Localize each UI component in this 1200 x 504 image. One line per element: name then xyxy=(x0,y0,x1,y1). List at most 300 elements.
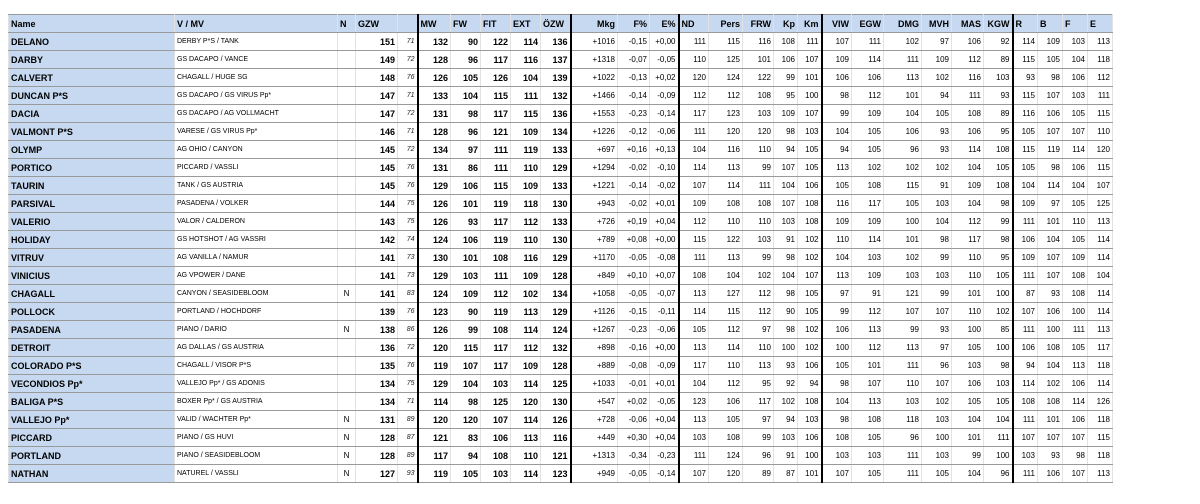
cell-pers: 104 xyxy=(709,267,743,285)
cell-fit: 126 xyxy=(481,69,511,87)
cell-ext: 114 xyxy=(511,465,541,483)
cell-n xyxy=(338,213,356,231)
bull-name-cell: NATHAN xyxy=(9,465,175,483)
cell-fw: 93 xyxy=(451,213,481,231)
cell-gzw: 147 xyxy=(356,87,398,105)
bull-name-cell: PORTLAND xyxy=(9,447,175,465)
cell-b: 108 xyxy=(1038,339,1063,357)
cell-b: 100 xyxy=(1038,321,1063,339)
cell-dmg: 111 xyxy=(884,357,922,375)
cell-e: 114 xyxy=(1088,231,1113,249)
cell-b: 107 xyxy=(1038,429,1063,447)
cell-nd: 117 xyxy=(679,105,709,123)
cell-fw: 106 xyxy=(451,231,481,249)
cell-fw: 120 xyxy=(451,411,481,429)
cell-kgw: 98 xyxy=(984,231,1013,249)
cell-dmg: 100 xyxy=(884,213,922,231)
cell-nd: 108 xyxy=(679,267,709,285)
cell-n: N xyxy=(338,411,356,429)
cell-pers: 105 xyxy=(709,411,743,429)
cell-nd: 120 xyxy=(679,69,709,87)
cell-b: 106 xyxy=(1038,303,1063,321)
cell-mas: 117 xyxy=(952,231,984,249)
cell-mas: 112 xyxy=(952,213,984,231)
cell-v-mv: PIANO / SEASIDEBLOOM xyxy=(175,447,338,465)
cell-ext: 114 xyxy=(511,321,541,339)
cell-km: 100 xyxy=(798,447,822,465)
cell-egw: 105 xyxy=(852,429,884,447)
cell-egw: 105 xyxy=(852,465,884,483)
cell-f-pct: -0,14 xyxy=(618,177,650,195)
cell-kp: 90 xyxy=(774,303,798,321)
cell-kp: 99 xyxy=(774,69,798,87)
cell-gzw: 141 xyxy=(356,249,398,267)
cell-nd: 107 xyxy=(679,465,709,483)
cell-nd: 111 xyxy=(679,447,709,465)
cell-b: 93 xyxy=(1038,447,1063,465)
cell-mvh: 105 xyxy=(922,465,952,483)
cell-mw: 123 xyxy=(418,303,451,321)
cell-kp: 98 xyxy=(774,123,798,141)
cell-kgw: 103 xyxy=(984,375,1013,393)
cell-n: N xyxy=(338,429,356,447)
cell-viw: 105 xyxy=(822,177,852,195)
cell-dmg: 121 xyxy=(884,285,922,303)
bull-name-cell: CHAGALL xyxy=(9,285,175,303)
cell-mas: 110 xyxy=(952,249,984,267)
cell-fit: 117 xyxy=(481,339,511,357)
cell-mw: 129 xyxy=(418,267,451,285)
cell-n: N xyxy=(338,321,356,339)
cell-kgw: 104 xyxy=(984,411,1013,429)
table-row xyxy=(9,393,1113,411)
cell-ozw: 133 xyxy=(541,141,571,159)
cell-gzw: 142 xyxy=(356,231,398,249)
cell-f: 106 xyxy=(1063,411,1088,429)
cell-kp: 94 xyxy=(774,141,798,159)
cell-gzw-sub: 72 xyxy=(398,141,418,159)
col-header-r: R xyxy=(1013,15,1038,33)
cell-dmg: 115 xyxy=(884,177,922,195)
cell-mvh: 103 xyxy=(922,267,952,285)
cell-e: 115 xyxy=(1088,429,1113,447)
cell-f: 100 xyxy=(1063,303,1088,321)
cell-nd: 111 xyxy=(679,249,709,267)
table-row xyxy=(9,249,1113,267)
cell-ozw: 130 xyxy=(541,195,571,213)
cell-ext: 109 xyxy=(511,177,541,195)
cell-mw: 128 xyxy=(418,123,451,141)
cell-nd: 113 xyxy=(679,411,709,429)
cell-kgw: 108 xyxy=(984,141,1013,159)
cell-v-mv: PIANO / GS HUVI xyxy=(175,429,338,447)
cell-fw: 101 xyxy=(451,195,481,213)
cell-v-mv: NATUREL / VASSLI xyxy=(175,465,338,483)
cell-egw: 112 xyxy=(852,303,884,321)
cell-frw: 97 xyxy=(743,411,774,429)
cell-ext: 110 xyxy=(511,447,541,465)
cell-mw: 131 xyxy=(418,105,451,123)
cell-v-mv: AG DALLAS / GS AUSTRIA xyxy=(175,339,338,357)
cell-e-pct: -0,10 xyxy=(650,159,679,177)
cell-mw: 128 xyxy=(418,51,451,69)
cell-pers: 122 xyxy=(709,231,743,249)
cell-n xyxy=(338,141,356,159)
cell-kp: 106 xyxy=(774,51,798,69)
table-row xyxy=(9,429,1113,447)
cell-kp: 102 xyxy=(774,393,798,411)
cell-fw: 90 xyxy=(451,303,481,321)
cell-pers: 108 xyxy=(709,429,743,447)
col-header-b: B xyxy=(1038,15,1063,33)
cell-viw: 116 xyxy=(822,195,852,213)
cell-mkg: +898 xyxy=(571,339,618,357)
cell-km: 101 xyxy=(798,69,822,87)
cell-f: 106 xyxy=(1063,69,1088,87)
bull-name-cell: TAURIN xyxy=(9,177,175,195)
cell-mw: 130 xyxy=(418,249,451,267)
cell-e-pct: +0,02 xyxy=(650,69,679,87)
cell-egw: 108 xyxy=(852,411,884,429)
bull-name-cell: DARBY xyxy=(9,51,175,69)
cell-gzw-sub: 93 xyxy=(398,465,418,483)
cell-mkg: +1226 xyxy=(571,123,618,141)
cell-mas: 104 xyxy=(952,159,984,177)
col-header-ext: EXT xyxy=(511,15,541,33)
cell-e: 126 xyxy=(1088,393,1113,411)
cell-e-pct: -0,09 xyxy=(650,87,679,105)
cell-kgw: 111 xyxy=(984,429,1013,447)
bull-name-cell: OLYMP xyxy=(9,141,175,159)
cell-e-pct: -0,07 xyxy=(650,285,679,303)
cell-v-mv: GS HOTSHOT / AG VASSRI xyxy=(175,231,338,249)
cell-f-pct: -0,08 xyxy=(618,357,650,375)
cell-e: 120 xyxy=(1088,141,1113,159)
table-row xyxy=(9,195,1113,213)
cell-nd: 113 xyxy=(679,339,709,357)
cell-gzw-sub: 73 xyxy=(398,267,418,285)
cell-mkg: +728 xyxy=(571,411,618,429)
cell-v-mv: PICCARD / VASSLI xyxy=(175,159,338,177)
cell-egw: 101 xyxy=(852,357,884,375)
cell-kp: 91 xyxy=(774,447,798,465)
cell-mvh: 104 xyxy=(922,213,952,231)
cell-mas: 104 xyxy=(952,195,984,213)
col-header-mw: MW xyxy=(418,15,451,33)
cell-f: 111 xyxy=(1063,321,1088,339)
table-row xyxy=(9,87,1113,105)
cell-fit: 117 xyxy=(481,51,511,69)
table-row xyxy=(9,285,1113,303)
cell-kgw: 96 xyxy=(984,465,1013,483)
cell-km: 107 xyxy=(798,267,822,285)
cell-viw: 98 xyxy=(822,375,852,393)
cell-gzw: 144 xyxy=(356,195,398,213)
cell-v-mv: TANK / GS AUSTRIA xyxy=(175,177,338,195)
col-header-name: Name xyxy=(9,15,175,33)
cell-gzw-sub: 83 xyxy=(398,285,418,303)
cell-ext: 116 xyxy=(511,249,541,267)
cell-mkg: +1221 xyxy=(571,177,618,195)
cell-fit: 111 xyxy=(481,159,511,177)
cell-e: 118 xyxy=(1088,411,1113,429)
cell-v-mv: GS DACAPO / AG VOLLMACHT xyxy=(175,105,338,123)
cell-kp: 95 xyxy=(774,87,798,105)
cell-kp: 92 xyxy=(774,375,798,393)
cell-frw: 95 xyxy=(743,375,774,393)
cell-gzw-sub: 74 xyxy=(398,231,418,249)
cell-nd: 110 xyxy=(679,51,709,69)
cell-km: 102 xyxy=(798,321,822,339)
cell-f-pct: -0,06 xyxy=(618,411,650,429)
cell-frw: 110 xyxy=(743,339,774,357)
cell-fw: 109 xyxy=(451,285,481,303)
cell-viw: 97 xyxy=(822,285,852,303)
cell-frw: 112 xyxy=(743,303,774,321)
cell-fw: 99 xyxy=(451,321,481,339)
cell-e-pct: -0,05 xyxy=(650,393,679,411)
cell-gzw: 145 xyxy=(356,141,398,159)
cell-fit: 103 xyxy=(481,465,511,483)
cell-e-pct: -0,23 xyxy=(650,447,679,465)
cell-mkg: +1267 xyxy=(571,321,618,339)
col-header-kgw: KGW xyxy=(984,15,1013,33)
col-header-v-mv: V / MV xyxy=(175,15,338,33)
cell-fit: 119 xyxy=(481,231,511,249)
cell-mas: 114 xyxy=(952,141,984,159)
cell-mvh: 107 xyxy=(922,375,952,393)
cell-b: 107 xyxy=(1038,249,1063,267)
cell-r: 115 xyxy=(1013,51,1038,69)
cell-fit: 121 xyxy=(481,123,511,141)
table-row xyxy=(9,357,1113,375)
cell-gzw-sub: 72 xyxy=(398,339,418,357)
cell-r: 115 xyxy=(1013,87,1038,105)
bull-name-cell: COLORADO P*S xyxy=(9,357,175,375)
cell-fit: 117 xyxy=(481,213,511,231)
cell-frw: 117 xyxy=(743,393,774,411)
cell-dmg: 111 xyxy=(884,51,922,69)
cell-f: 107 xyxy=(1063,429,1088,447)
cell-pers: 114 xyxy=(709,339,743,357)
cell-viw: 106 xyxy=(822,69,852,87)
cell-km: 101 xyxy=(798,465,822,483)
cell-kp: 98 xyxy=(774,285,798,303)
col-header-mvh: MVH xyxy=(922,15,952,33)
cell-e: 118 xyxy=(1088,447,1113,465)
cell-f: 105 xyxy=(1063,231,1088,249)
cell-viw: 103 xyxy=(822,447,852,465)
cell-e-pct: -0,14 xyxy=(650,465,679,483)
cell-v-mv: CHAGALL / HUGE SG xyxy=(175,69,338,87)
cell-egw: 109 xyxy=(852,267,884,285)
cell-mvh: 107 xyxy=(922,303,952,321)
cell-km: 106 xyxy=(798,429,822,447)
cell-e: 114 xyxy=(1088,249,1113,267)
cell-pers: 110 xyxy=(709,213,743,231)
cell-ozw: 133 xyxy=(541,213,571,231)
cell-gzw: 149 xyxy=(356,51,398,69)
cell-egw: 114 xyxy=(852,231,884,249)
cell-ext: 102 xyxy=(511,285,541,303)
cell-b: 104 xyxy=(1038,231,1063,249)
cell-fw: 98 xyxy=(451,393,481,411)
cell-dmg: 118 xyxy=(884,411,922,429)
cell-pers: 123 xyxy=(709,105,743,123)
table-row xyxy=(9,339,1113,357)
cell-ext: 104 xyxy=(511,69,541,87)
cell-e-pct: +0,13 xyxy=(650,141,679,159)
cell-r: 93 xyxy=(1013,69,1038,87)
cell-b: 107 xyxy=(1038,87,1063,105)
cell-pers: 106 xyxy=(709,393,743,411)
cell-f-pct: -0,05 xyxy=(618,285,650,303)
bull-name-cell: BALIGA P*S xyxy=(9,393,175,411)
cell-pers: 112 xyxy=(709,321,743,339)
cell-f-pct: -0,01 xyxy=(618,375,650,393)
cell-n xyxy=(338,357,356,375)
cell-gzw: 141 xyxy=(356,267,398,285)
cell-ext: 119 xyxy=(511,141,541,159)
cell-r: 106 xyxy=(1013,339,1038,357)
cell-v-mv: AG OHIO / CANYON xyxy=(175,141,338,159)
cell-mas: 116 xyxy=(952,69,984,87)
cell-fw: 103 xyxy=(451,267,481,285)
cell-mkg: +943 xyxy=(571,195,618,213)
cell-viw: 104 xyxy=(822,249,852,267)
cell-pers: 112 xyxy=(709,87,743,105)
cell-mas: 101 xyxy=(952,429,984,447)
cell-km: 103 xyxy=(798,123,822,141)
cell-pers: 124 xyxy=(709,447,743,465)
cell-ozw: 125 xyxy=(541,375,571,393)
cell-f-pct: -0,15 xyxy=(618,303,650,321)
cell-gzw: 127 xyxy=(356,465,398,483)
col-header-nd: ND xyxy=(679,15,709,33)
cell-gzw: 148 xyxy=(356,69,398,87)
cell-n xyxy=(338,87,356,105)
cell-gzw-sub: 71 xyxy=(398,33,418,51)
cell-gzw: 131 xyxy=(356,411,398,429)
cell-e: 113 xyxy=(1088,33,1113,51)
cell-r: 114 xyxy=(1013,375,1038,393)
cell-ext: 110 xyxy=(511,159,541,177)
cell-e: 113 xyxy=(1088,321,1113,339)
cell-e: 118 xyxy=(1088,51,1113,69)
cell-mvh: 94 xyxy=(922,87,952,105)
cell-r: 116 xyxy=(1013,105,1038,123)
cell-egw: 113 xyxy=(852,393,884,411)
cell-e: 107 xyxy=(1088,177,1113,195)
col-header-f-pct: F% xyxy=(618,15,650,33)
cell-km: 105 xyxy=(798,159,822,177)
cell-mw: 129 xyxy=(418,375,451,393)
cell-mas: 108 xyxy=(952,105,984,123)
cell-mw: 133 xyxy=(418,87,451,105)
cell-nd: 113 xyxy=(679,285,709,303)
cell-viw: 104 xyxy=(822,393,852,411)
cell-dmg: 102 xyxy=(884,33,922,51)
cell-e: 111 xyxy=(1088,87,1113,105)
cell-fw: 83 xyxy=(451,429,481,447)
cell-frw: 108 xyxy=(743,87,774,105)
cell-pers: 120 xyxy=(709,465,743,483)
cell-kgw: 89 xyxy=(984,105,1013,123)
cell-n: N xyxy=(338,447,356,465)
cell-f: 107 xyxy=(1063,465,1088,483)
cell-fw: 98 xyxy=(451,105,481,123)
cell-fit: 115 xyxy=(481,87,511,105)
cell-n xyxy=(338,159,356,177)
cell-viw: 109 xyxy=(822,213,852,231)
cell-r: 111 xyxy=(1013,213,1038,231)
cell-f: 108 xyxy=(1063,267,1088,285)
cell-fit: 108 xyxy=(481,321,511,339)
table-row xyxy=(9,177,1113,195)
cell-mas: 104 xyxy=(952,411,984,429)
cell-f-pct: -0,13 xyxy=(618,69,650,87)
cell-viw: 108 xyxy=(822,429,852,447)
cell-n xyxy=(338,33,356,51)
cell-r: 106 xyxy=(1013,231,1038,249)
cell-r: 111 xyxy=(1013,321,1038,339)
cell-nd: 105 xyxy=(679,321,709,339)
cell-ext: 112 xyxy=(511,339,541,357)
cell-b: 106 xyxy=(1038,105,1063,123)
cell-frw: 110 xyxy=(743,141,774,159)
cell-v-mv: AG VPOWER / DANE xyxy=(175,267,338,285)
cell-mas: 104 xyxy=(952,465,984,483)
cell-mas: 106 xyxy=(952,375,984,393)
cell-pers: 112 xyxy=(709,375,743,393)
cell-egw: 117 xyxy=(852,195,884,213)
cell-fit: 108 xyxy=(481,249,511,267)
cell-e-pct: +0,04 xyxy=(650,411,679,429)
cell-mvh: 93 xyxy=(922,123,952,141)
cell-mkg: +849 xyxy=(571,267,618,285)
cell-km: 102 xyxy=(798,339,822,357)
cell-mw: 114 xyxy=(418,393,451,411)
bull-name-cell: VECONDIOS Pp* xyxy=(9,375,175,393)
cell-mas: 111 xyxy=(952,87,984,105)
cell-gzw: 145 xyxy=(356,159,398,177)
cell-egw: 111 xyxy=(852,33,884,51)
cell-kgw: 105 xyxy=(984,159,1013,177)
cell-ozw: 136 xyxy=(541,105,571,123)
cell-mw: 117 xyxy=(418,447,451,465)
col-header-fw: FW xyxy=(451,15,481,33)
cell-f: 104 xyxy=(1063,177,1088,195)
table-row xyxy=(9,321,1113,339)
cell-dmg: 103 xyxy=(884,267,922,285)
cell-ozw: 128 xyxy=(541,267,571,285)
cell-b: 97 xyxy=(1038,195,1063,213)
cell-f: 109 xyxy=(1063,249,1088,267)
cell-mw: 120 xyxy=(418,411,451,429)
cell-gzw-sub: 73 xyxy=(398,249,418,267)
cell-ozw: 128 xyxy=(541,357,571,375)
cell-e: 115 xyxy=(1088,159,1113,177)
col-header-f: F xyxy=(1063,15,1088,33)
cell-mkg: +949 xyxy=(571,465,618,483)
cell-nd: 104 xyxy=(679,141,709,159)
cell-nd: 123 xyxy=(679,393,709,411)
cell-km: 103 xyxy=(798,411,822,429)
cell-kp: 104 xyxy=(774,177,798,195)
cell-mkg: +1126 xyxy=(571,303,618,321)
col-header-fit: FIT xyxy=(481,15,511,33)
cell-viw: 110 xyxy=(822,231,852,249)
